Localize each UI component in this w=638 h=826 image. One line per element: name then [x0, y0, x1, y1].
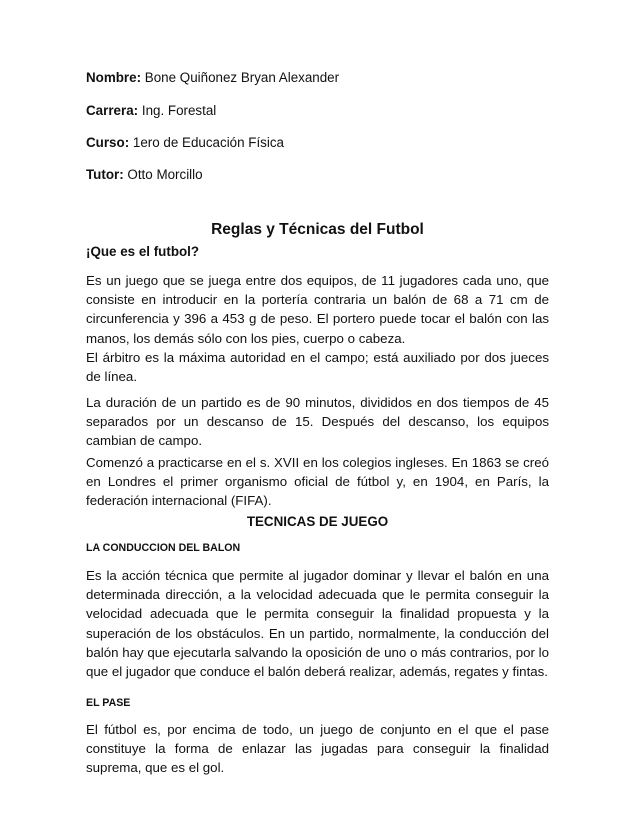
- tutor-line: [86, 167, 203, 183]
- carrera-value: Ing. Forestal: [141, 103, 217, 118]
- subheading-conduccion: LA CONDUCCION DEL BALON: [86, 542, 241, 554]
- section-heading-tecnicas: TECNICAS DE JUEGO: [246, 514, 389, 529]
- document-title: Reglas y Técnicas del Futbol: [211, 221, 424, 238]
- nombre-label: Nombre:: [86, 70, 142, 85]
- section-heading-que-es: ¡Que es el futbol?: [86, 244, 200, 259]
- curso-line: [86, 135, 284, 151]
- nombre-line: [86, 70, 339, 86]
- tutor-label: Tutor:: [86, 167, 124, 182]
- carrera-line: [86, 103, 216, 119]
- paragraph-conduccion: Es la acción técnica que permite al jugador dominar y llevar el balón en una determinada dirección, a la velocidad adecuada que le permita conseguir la velocidad adecuada que le permita conseguir la finalidad propuesta y la superación de los obstáculos. En un partido, normalmente, la conducción del balón hay que ejecutarla salvando la oposición de uno o más contrarios, por lo que el jugador que conduce el balón deberá realizar, además, regates y fintas.: [86, 568, 549, 680]
- paragraph-arbitro: El árbitro es la máxima autoridad en el campo; está auxiliado por dos jueces de línea.: [86, 350, 549, 385]
- paragraph-historia: Comenzó a practicarse en el s. XVII en los colegios ingleses. En 1863 se creó en Londres el primer organismo oficial de fútbol y, en 1904, en París, la federación internacional (FIFA).: [86, 455, 549, 509]
- paragraph-pase: El fútbol es, por encima de todo, un juego de conjunto en el que el pase constituye la forma de enlazar las jugadas para conseguir la finalidad suprema, que es el gol.: [86, 722, 549, 776]
- tutor-value: Otto Morcillo: [127, 167, 203, 182]
- curso-value: 1ero de Educación Física: [132, 135, 284, 150]
- subheading-pase: EL PASE: [86, 697, 131, 709]
- nombre-value: Bone Quiñonez Bryan Alexander: [144, 70, 340, 85]
- paragraph-definition: Es un juego que se juega entre dos equipos, de 11 jugadores cada uno, que consiste en introducir en la portería contraria un balón de 68 a 71 cm de circunferencia y 396 a 453 g de peso. El portero puede tocar el balón con las manos, los demás sólo con los pies, cuerpo o cabeza.: [86, 273, 549, 346]
- carrera-label: Carrera:: [86, 103, 139, 118]
- curso-label: Curso:: [86, 135, 130, 150]
- paragraph-duracion: La duración de un partido es de 90 minutos, divididos en dos tiempos de 45 separados por un descanso de 15. Después del descanso, los equipos cambian de campo.: [86, 395, 549, 449]
